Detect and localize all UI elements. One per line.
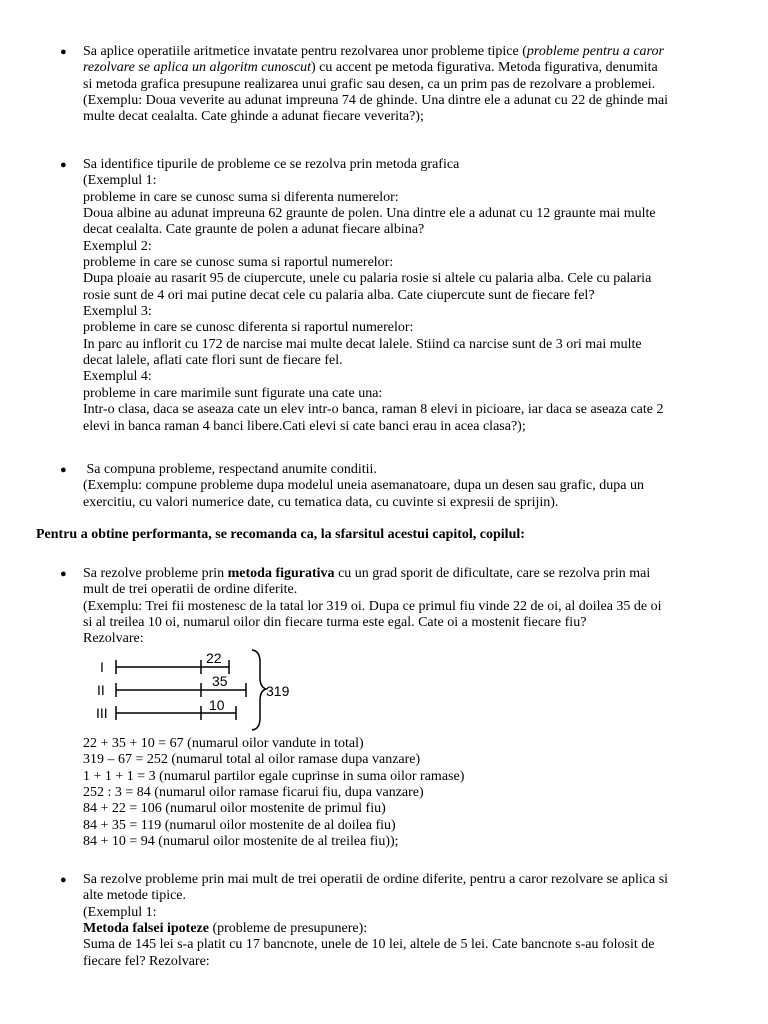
calc-line: 84 + 22 = 106 (numarul oilor mostenite de primul fiu) <box>83 801 386 817</box>
text-line: probleme in care se cunosc diferenta si raportul numerelor: <box>83 320 414 336</box>
bullet-marker: ● <box>60 464 67 476</box>
objective-arithmetic-operations <box>83 44 668 126</box>
text-line: Sa identifice tipurile de probleme ce se rezolva prin metoda grafica <box>83 157 460 172</box>
bullet-marker: ● <box>60 159 67 171</box>
text-line: (Exemplul 1: <box>83 904 157 920</box>
text-line: Intr-o clasa, daca se aseaza cate un elev intr-o banca, raman 8 elevi in picioare, iar daca se aseaza cate 2 <box>83 402 664 418</box>
text-line: Suma de 145 lei s-a platit cu 17 bancnote, unele de 10 lei, altele de 5 lei. Cate bancnote s-au folosit de <box>83 937 655 953</box>
text-line: probleme in care se cunosc suma si diferenta numerelor: <box>83 189 399 205</box>
text-line: decat cealalta. Cate graunte de polen a adunat fiecare albina? <box>83 222 425 238</box>
text-line: (Exemplu: Trei fii mostenesc de la tatal lor 319 oi. Dupa ce primul fiu vinde 22 de oi, al doilea 35 de oi <box>83 598 662 614</box>
text-line: In parc au inflorit cu 172 de narcise mai multe decat lalele. Stiind ca narcise sunt de 3 ori mai multe <box>83 336 642 352</box>
text-line: mult de trei operatii de ordine diferite. <box>83 582 298 598</box>
text-line: Sa rezolve probleme prin metoda figurativa cu un grad sporit de dificultate, care se rezolva prin mai <box>83 566 651 581</box>
text-line: Sa compuna probleme, respectand anumite conditii. <box>83 462 377 477</box>
segment-label: 22 <box>206 650 222 666</box>
text-line: Exemplul 2: <box>83 238 152 254</box>
row-label: III <box>96 705 108 721</box>
italic-phrase: rezolvare se aplica un algoritm cunoscut <box>83 60 311 76</box>
text-line: probleme in care se cunosc suma si raportul numerelor: <box>83 255 394 271</box>
text-line: Rezolvare: <box>83 631 144 647</box>
segment-diagram <box>96 648 306 734</box>
text-line: alte metode tipice. <box>83 888 187 904</box>
calc-line: 319 – 67 = 252 (numarul total al oilor ramase dupa vanzare) <box>83 752 421 768</box>
text-line: Sa rezolve probleme prin mai mult de trei operatii de ordine diferite, pentru a caror rezolvare se aplica si <box>83 872 669 887</box>
text-line: exercitiu, cu valori numerice date, cu tematica data, cu cuvinte si expresii de sprijin). <box>83 494 559 510</box>
text-line: rezolvare se aplica un algoritm cunoscut) cu accent pe metoda figurativa. Metoda figurativa, denumita <box>83 60 658 76</box>
text-line: fiecare fel? Rezolvare: <box>83 953 210 969</box>
bold-phrase: metoda figurativa <box>227 566 335 581</box>
objective-other-methods <box>83 872 668 970</box>
text-line: Metoda falsei ipoteze (probleme de presupunere): <box>83 921 368 937</box>
bold-phrase: Metoda falsei ipoteze <box>83 921 209 937</box>
text-line: Exemplul 3: <box>83 304 152 320</box>
total-label: 319 <box>266 683 290 699</box>
text-line: (Exemplu: Doua veverite au adunat impreuna 74 de ghinde. Una dintre ele a adunat cu 22 de ghinde mai <box>83 93 669 109</box>
row-label: I <box>100 659 104 675</box>
calc-line: 22 + 35 + 10 = 67 (numarul oilor vandute in total) <box>83 736 364 751</box>
solution-steps <box>83 736 464 850</box>
calc-line: 1 + 1 + 1 = 3 (numarul partilor egale cuprinse in suma oilor ramase) <box>83 768 465 784</box>
calc-line: 84 + 35 = 119 (numarul oilor mostenite de al doilea fiu) <box>83 817 396 833</box>
italic-phrase: probleme pentru a caror <box>526 44 664 59</box>
text-line: (Exemplu: compune probleme dupa modelul uneia asemanatoare, dupa un desen sau grafic, dupa un <box>83 478 644 494</box>
text-line: si al treilea 10 oi, numarul oilor din fiecare turma este egal. Cate oi a mostenit fiecare fiu? <box>83 615 587 631</box>
text-line: probleme in care marimile sunt figurate una cate una: <box>83 385 383 401</box>
calc-line: 252 : 3 = 84 (numarul oilor ramase ficarui fiu, dupa vanzare) <box>83 785 424 801</box>
bullet-marker: ● <box>60 568 67 580</box>
objective-identify-problem-types <box>83 157 664 435</box>
bullet-marker: ● <box>60 874 67 886</box>
objective-figurative-method <box>83 566 662 648</box>
text-line: Doua albine au adunat impreuna 62 graunte de polen. Una dintre ele a adunat cu 12 graunte mai multe <box>83 206 656 222</box>
calc-line: 84 + 10 = 94 (numarul oilor mostenite de al treilea fiu)); <box>83 834 399 850</box>
text-line: si metoda grafica presupune realizarea unui grafic sau desen, ca un prim pas de rezolvare a problemei. <box>83 76 656 92</box>
section-heading: Pentru a obtine performanta, se recomanda ca, la sfarsitul acestui capitol, copilul: <box>36 527 525 542</box>
text-line: elevi in banca raman 4 banci libere.Cati elevi si cate banci erau in acea clasa?); <box>83 418 526 434</box>
text-line: Dupa ploaie au rasarit 95 de ciupercute, unele cu palaria rosie si altele cu palaria alba. Cele cu palaria <box>83 271 652 287</box>
segment-label: 10 <box>209 697 225 713</box>
row-label: II <box>97 682 105 698</box>
text-line: (Exemplul 1: <box>83 173 157 189</box>
text-line: Exemplul 4: <box>83 369 152 385</box>
bullet-marker: ● <box>60 46 67 58</box>
objective-compose-problems <box>83 462 644 511</box>
text-line: multe decat cealalta. Cate ghinde a adunat fiecare veverita?); <box>83 109 424 125</box>
text-line: decat lalele, aflati cate flori sunt de fiecare fel. <box>83 353 343 369</box>
text-line: rosie sunt de 4 ori mai putine decat cele cu palaria alba. Cate ciupercute sunt de fiecare fel? <box>83 287 595 303</box>
text-line: Sa aplice operatiile aritmetice invatate pentru rezolvarea unor probleme tipice (probleme pentru a caror <box>83 44 664 59</box>
segment-label: 35 <box>212 673 228 689</box>
